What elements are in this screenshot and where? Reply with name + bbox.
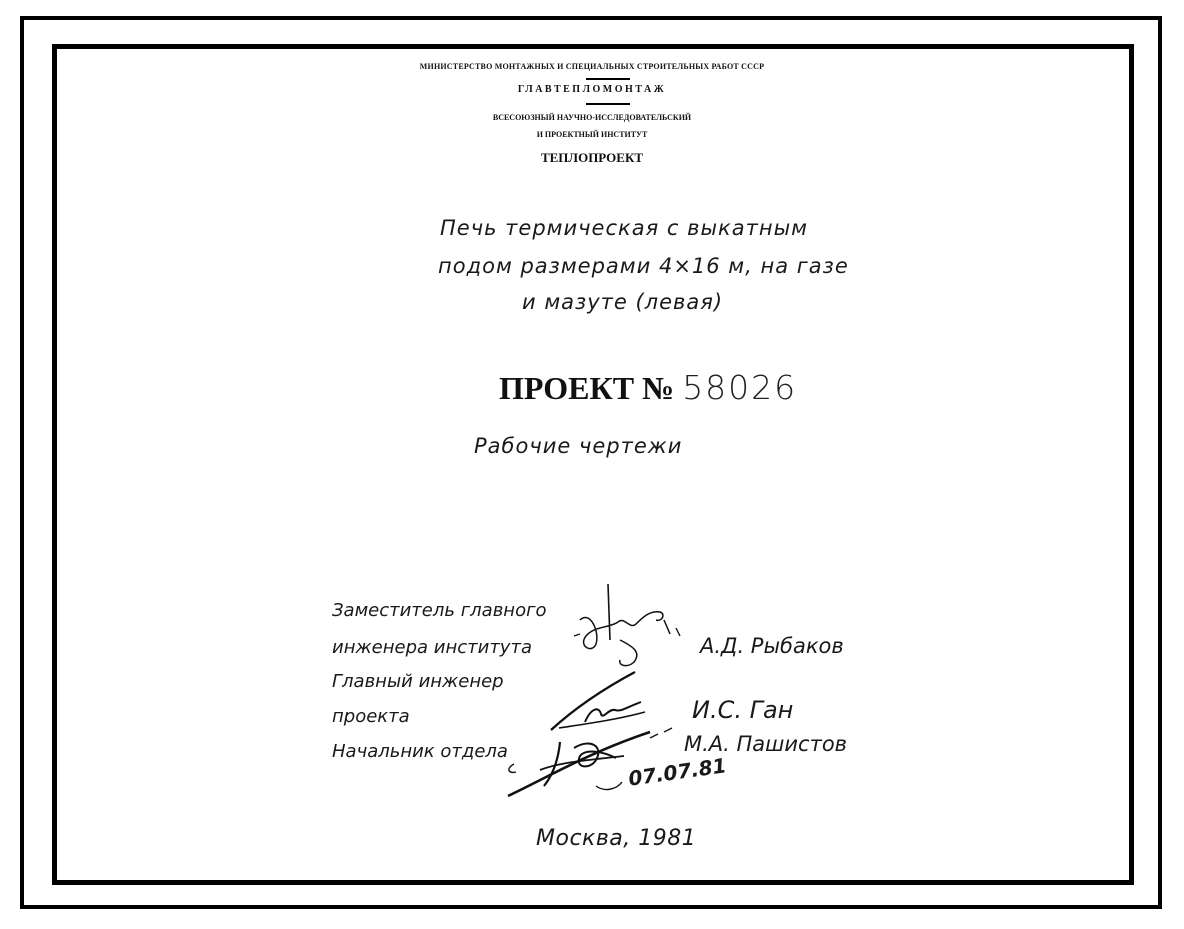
ministry-header: МИНИСТЕРСТВО МОНТАЖНЫХ И СПЕЦИАЛЬНЫХ СТРОИТЕЛЬНЫХ РАБОТ СССР [419,62,765,71]
chief-title-line-1: Главный инженер [332,671,504,692]
place-and-year: Москва, 1981 [536,826,697,851]
institute-line-1: ВСЕСОЮЗНЫЙ НАУЧНО-ИССЛЕДОВАТЕЛЬСКИЙ [492,113,692,122]
title-line-1: Печь термическая с выкатным [440,216,808,240]
signature-date: 07.07.81 [626,753,728,791]
signature-head-icon [500,712,680,802]
title-line-2: подом размерами 4×16 м, на газе [438,254,849,278]
deputy-title-line-2: инженера института [332,637,532,658]
institute-name: ТЕПЛОПРОЕКТ [540,150,644,165]
project-label: ПРОЕКТ № [499,370,675,406]
deputy-title-line-1: Заместитель главного [332,600,547,621]
project-number-line [499,368,797,407]
header-rule-top [586,78,630,80]
title-line-3: и мазуте (левая) [522,290,724,314]
chief-name: И.С. Ган [692,696,794,724]
chief-title-line-2: проекта [332,706,410,727]
document-subtitle: Рабочие чертежи [474,434,683,458]
organization-header: ГЛАВТЕПЛОМОНТАЖ [517,84,667,95]
header-rule-bottom [586,103,630,105]
head-name: М.А. Пашистов [684,732,848,756]
head-title-line: Начальник отдела [332,741,508,762]
signature-deputy-icon [560,580,700,676]
deputy-name: А.Д. Рыбаков [700,634,844,658]
institute-line-2: И ПРОЕКТНЫЙ ИНСТИТУТ [536,130,648,139]
project-number: 58026 [682,368,798,407]
